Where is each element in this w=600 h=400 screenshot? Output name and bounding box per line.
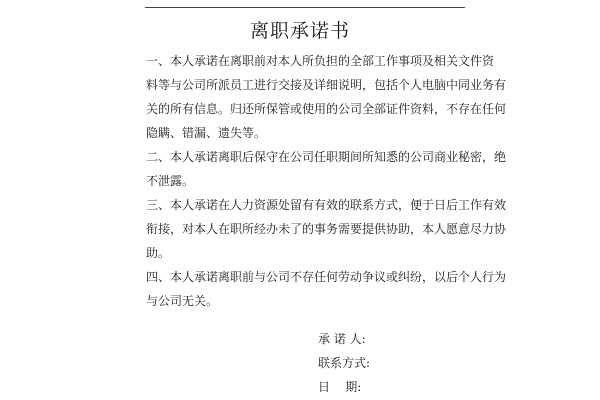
contact-label: 联系方式: [318, 356, 371, 370]
clause-1-line-3: 关的所有信息。归还所保管或使用的公司全部证件资料，不存在任何 [146, 102, 507, 116]
date-label: 日 期: [318, 380, 362, 394]
clause-3-line-1: 三、本人承诺在人力资源处留有有效的联系方式，便于日后工作有效 [146, 198, 507, 212]
clause-3-line-2: 衔接，对本人在职所经办未了的事务需要提供协助，本人愿意尽力协 [146, 222, 507, 236]
clause-1-line-1: 一、本人承诺在离职前对本人所负担的全部工作事项及相关文件资 [146, 54, 495, 68]
top-rule [145, 7, 465, 8]
clause-2-line-2: 不泄露。 [146, 174, 195, 188]
clause-1-line-2: 料等与公司所派员工进行交接及详细说明，包括个人电脑中同业务有 [146, 78, 507, 92]
clause-4-line-2: 与公司无关。 [146, 294, 219, 308]
document-title: 离职承诺书 [249, 20, 350, 42]
clause-3-line-3: 助。 [146, 246, 171, 260]
clause-4-line-1: 四、本人承诺离职前与公司不存任何劳动争议或纠纷，以后个人行为 [146, 270, 507, 284]
clause-1-line-4: 隐瞒、错漏、遗失等。 [146, 126, 267, 140]
clause-2-line-1: 二、本人承诺离职后保守在公司任职期间所知悉的公司商业秘密，绝 [146, 150, 507, 164]
promisor-label: 承 诺 人: [318, 332, 366, 346]
